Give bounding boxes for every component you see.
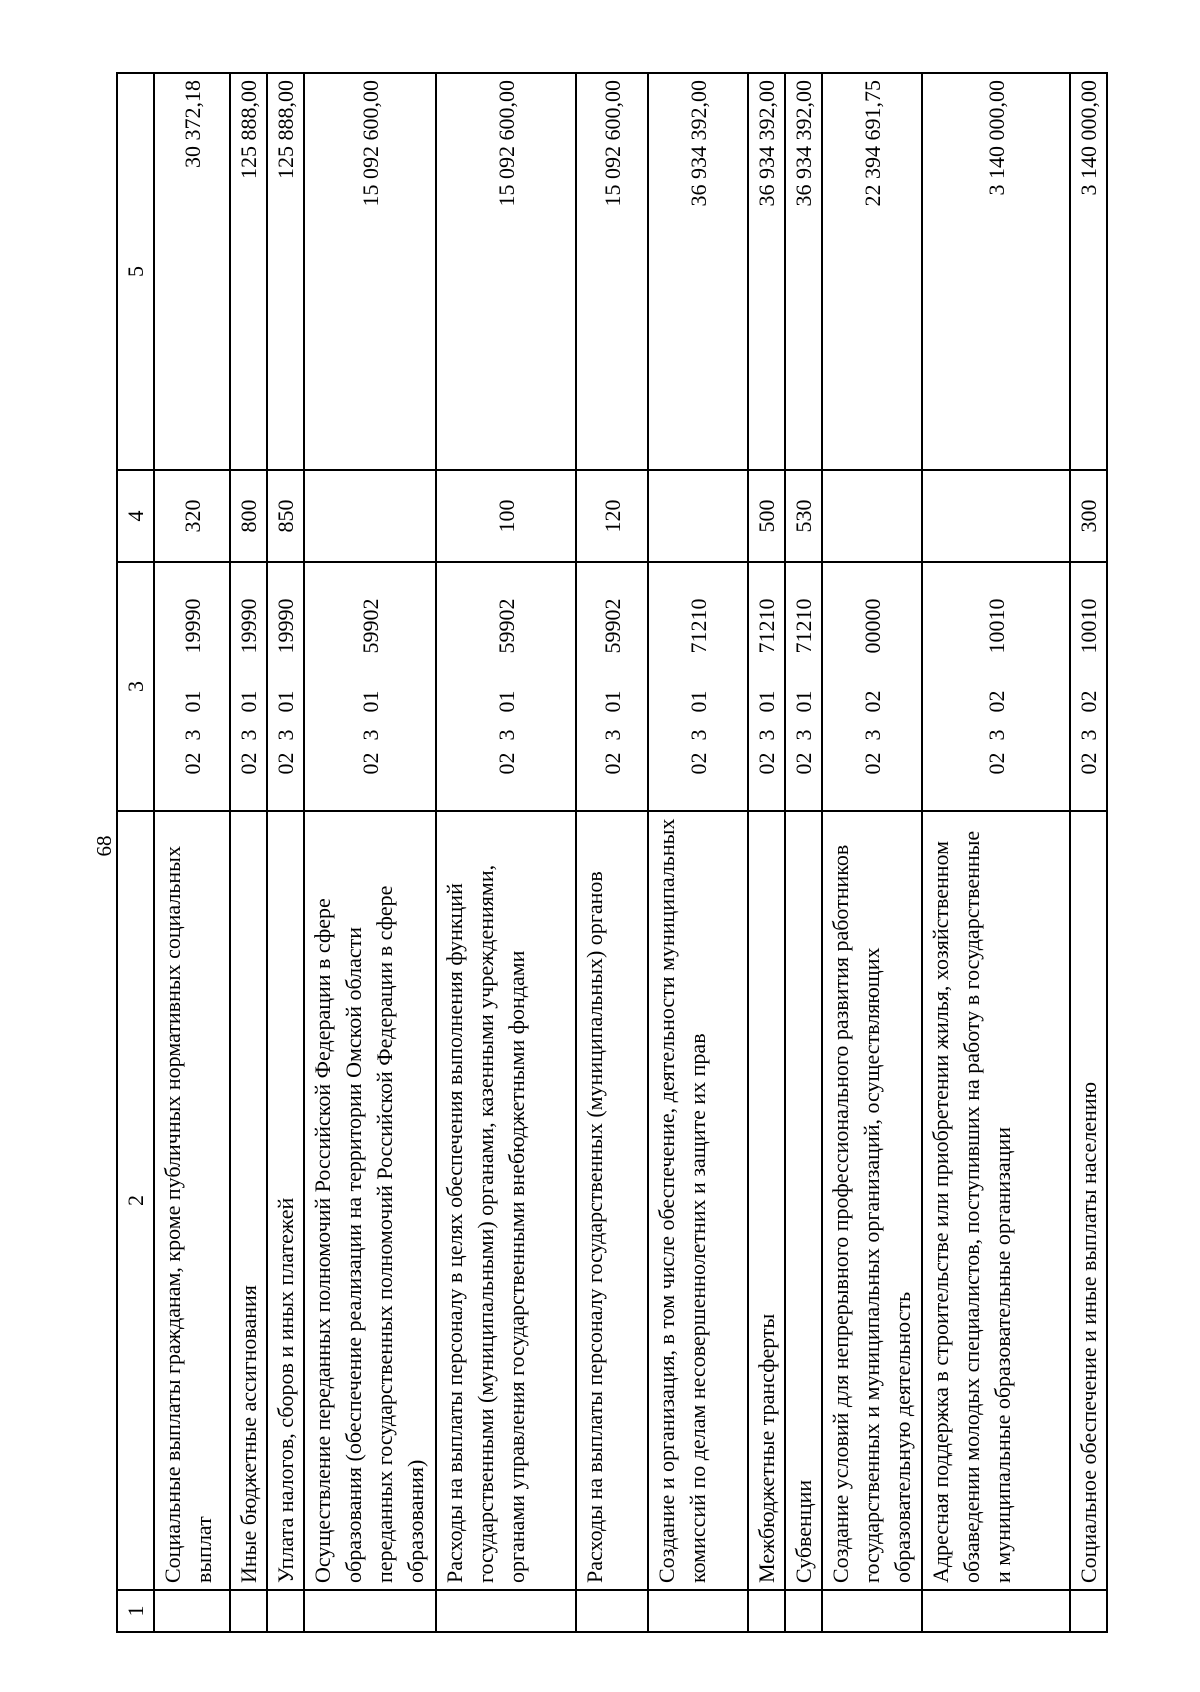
row-expense-type: 500 [748,470,785,562]
row-csr [304,562,436,811]
header-cell-2: 2 [117,811,154,1590]
csr-program: 02 [493,752,519,775]
row-expense-type: 120 [576,470,648,562]
csr-event: 01 [236,690,261,713]
csr-event: 01 [685,690,711,713]
row-expense-type: 530 [785,470,822,562]
row-amount: 36 934 392,00 [648,73,748,470]
row-name: Субвенции [785,811,822,1590]
csr-subprogram: 3 [754,729,779,741]
csr-direction: 19990 [236,598,261,654]
row-csr [436,562,576,811]
row-expense-type: 850 [267,470,304,562]
row-csr [648,562,748,811]
csr-subprogram: 3 [599,729,625,741]
row-name: Межбюджетные трансферты [748,811,785,1590]
row-code [576,1590,648,1632]
row-code [304,1590,436,1632]
table-row [785,73,822,1632]
row-csr [154,562,230,811]
csr-event: 01 [754,690,779,713]
csr-program: 02 [685,752,711,775]
row-name: Адресная поддержка в строительстве или приобретении жилья, хозяйственном обзаведении молодых специалистов, поступивших на работу в государственные и муниципальные образовательные организации [922,811,1070,1590]
csr-subprogram: 3 [791,729,816,741]
table-row [648,73,748,1632]
csr-direction: 19990 [273,598,298,654]
csr-program: 02 [357,752,383,775]
row-expense-type: 300 [1070,470,1107,562]
table-row [748,73,785,1632]
row-csr [576,562,648,811]
csr-event: 02 [859,690,885,713]
row-amount: 125 888,00 [230,73,267,470]
table-row [154,73,230,1632]
row-expense-type [822,470,922,562]
row-csr [822,562,922,811]
csr-event: 02 [1076,690,1101,713]
row-amount: 3 140 000,00 [922,73,1070,470]
header-cell-3: 3 [117,562,154,811]
row-code [822,1590,922,1632]
csr-direction: 59902 [357,598,383,654]
row-code [230,1590,267,1632]
row-name: Создание условий для непрерывного профессионального развития работников государственных и муниципальных организаций, осуществляющих образовательную деятельность [822,811,922,1590]
csr-direction: 19990 [179,598,205,654]
row-expense-type: 320 [154,470,230,562]
row-expense-type [304,470,436,562]
row-amount: 36 934 392,00 [748,73,785,470]
row-name: Социальные выплаты гражданам, кроме публичных нормативных социальных выплат [154,811,230,1590]
csr-direction: 00000 [859,598,885,654]
csr-direction: 59902 [599,598,625,654]
row-amount: 3 140 000,00 [1070,73,1107,470]
row-expense-type [648,470,748,562]
csr-program: 02 [754,752,779,775]
csr-direction: 71210 [685,598,711,654]
rotated-table-container [116,74,1101,1633]
row-amount: 125 888,00 [267,73,304,470]
row-code [436,1590,576,1632]
row-name: Создание и организация, в том числе обеспечение, деятельности муниципальных комиссий по делам несовершеннолетних и защите их прав [648,811,748,1590]
row-amount: 22 394 691,75 [822,73,922,470]
csr-event: 01 [179,690,205,713]
csr-program: 02 [179,752,205,775]
row-csr [748,562,785,811]
row-csr [922,562,1070,811]
csr-direction: 71210 [791,598,816,654]
header-cell-1: 1 [117,1590,154,1632]
csr-program: 02 [273,752,298,775]
csr-program: 02 [983,752,1009,775]
row-code [922,1590,1070,1632]
row-expense-type [922,470,1070,562]
csr-program: 02 [791,752,816,775]
row-csr [1070,562,1107,811]
row-expense-type: 800 [230,470,267,562]
row-amount: 30 372,18 [154,73,230,470]
row-code [267,1590,304,1632]
csr-program: 02 [236,752,261,775]
table-row [822,73,922,1632]
row-csr [785,562,822,811]
csr-event: 01 [273,690,298,713]
csr-subprogram: 3 [357,729,383,741]
header-cell-4: 4 [117,470,154,562]
csr-subprogram: 3 [236,729,261,741]
csr-event: 01 [357,690,383,713]
row-name: Социальное обеспечение и иные выплаты населению [1070,811,1107,1590]
header-row [117,73,154,1632]
table-row [1070,73,1107,1632]
csr-event: 01 [493,690,519,713]
table-row [922,73,1070,1632]
table-row [304,73,436,1632]
table-row [267,73,304,1632]
csr-direction: 10010 [983,598,1009,654]
row-name: Расходы на выплаты персоналу в целях обеспечения выполнения функций государственными (муниципальными) органами, казенными учреждениями, органами управления государственными внебюджетными фондами [436,811,576,1590]
budget-table [116,72,1108,1633]
row-name: Иные бюджетные ассигнования [230,811,267,1590]
row-name: Осуществление переданных полномочий Российской Федерации в сфере образования (обеспечение реализации на территории Омской области переданных государственных полномочий Российской Федерации в сфере образования) [304,811,436,1590]
row-code [154,1590,230,1632]
csr-program: 02 [599,752,625,775]
row-amount: 15 092 600,00 [436,73,576,470]
page-number: 68 [92,835,116,857]
csr-subprogram: 3 [983,729,1009,741]
table-row [436,73,576,1632]
csr-program: 02 [859,752,885,775]
csr-subprogram: 3 [273,729,298,741]
row-csr [267,562,304,811]
csr-event: 02 [983,690,1009,713]
csr-subprogram: 3 [685,729,711,741]
row-code [785,1590,822,1632]
csr-direction: 59902 [493,598,519,654]
row-code [648,1590,748,1632]
row-name: Уплата налогов, сборов и иных платежей [267,811,304,1590]
row-csr [230,562,267,811]
row-name: Расходы на выплаты персоналу государственных (муниципальных) органов [576,811,648,1590]
csr-direction: 10010 [1076,598,1101,654]
csr-direction: 71210 [754,598,779,654]
row-code [748,1590,785,1632]
row-amount: 36 934 392,00 [785,73,822,470]
row-amount: 15 092 600,00 [576,73,648,470]
row-code [1070,1590,1107,1632]
csr-subprogram: 3 [179,729,205,741]
row-amount: 15 092 600,00 [304,73,436,470]
csr-event: 01 [791,690,816,713]
csr-subprogram: 3 [859,729,885,741]
csr-program: 02 [1076,752,1101,775]
header-cell-5: 5 [117,73,154,470]
csr-event: 01 [599,690,625,713]
row-expense-type: 100 [436,470,576,562]
table-row [230,73,267,1632]
csr-subprogram: 3 [1076,729,1101,741]
table-row [576,73,648,1632]
csr-subprogram: 3 [493,729,519,741]
